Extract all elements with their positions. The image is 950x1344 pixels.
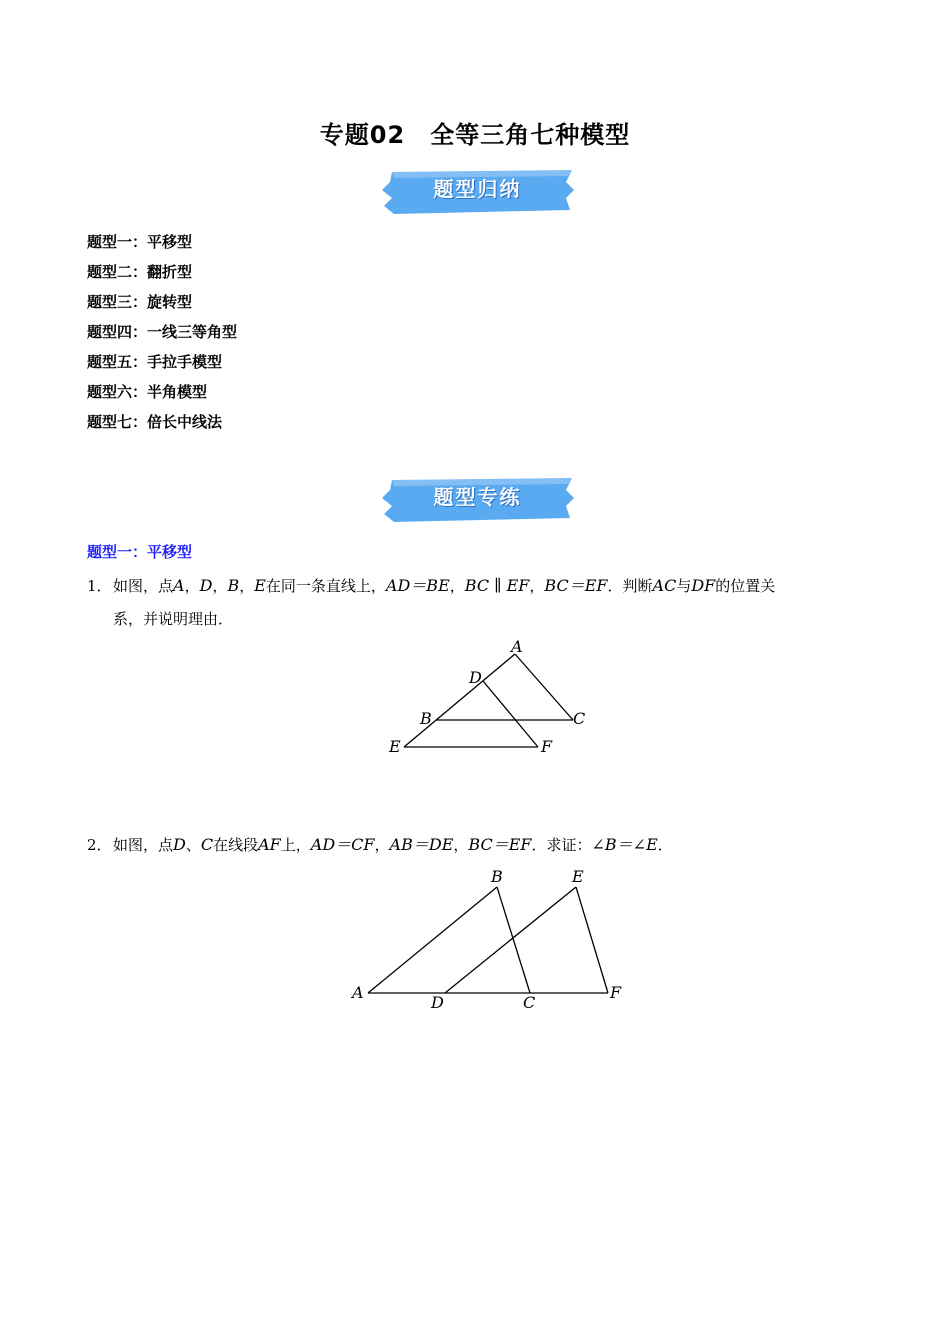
problem-1-line-1	[87, 569, 775, 603]
figure-label: D	[469, 668, 482, 687]
problem-text: ．	[657, 836, 673, 854]
page-title: 专题02 全等三角七种模型	[319, 121, 631, 149]
math-expression: BC ∥ EF	[464, 576, 530, 595]
problem-2-line-1	[87, 828, 673, 862]
type-list-item: 题型五：手拉手模型	[87, 353, 223, 371]
problem-text: ，	[239, 577, 255, 595]
math-expression: AF	[258, 835, 281, 854]
math-var: C	[200, 835, 214, 854]
type-list-item: 题型二：翻折型	[87, 263, 193, 281]
problem-text: ，	[184, 577, 200, 595]
problem-text: ，	[212, 577, 228, 595]
problem-text: 在同一条直线上，	[265, 577, 386, 595]
math-expression: BC＝EF	[468, 835, 532, 854]
figure-label: F	[541, 737, 553, 756]
problem-text: ，	[374, 836, 390, 854]
math-expression: AC	[652, 576, 677, 595]
problem-2	[87, 828, 673, 862]
type-list-item: 题型七：倍长中线法	[87, 413, 223, 431]
figure-label: C	[573, 709, 586, 728]
problem-number: 2．	[87, 836, 112, 854]
type-list-item: 题型六：半角模型	[87, 383, 208, 401]
practice-banner-label: 题型专练	[433, 485, 522, 509]
figure-label: E	[389, 737, 401, 756]
figure-label: A	[511, 637, 523, 656]
type-list-item: 题型四：一线三等角型	[87, 323, 238, 341]
figure-label: F	[610, 983, 622, 1002]
math-expression: AD＝BE	[385, 576, 450, 595]
problem-1-line-2: 系，并说明理由．	[113, 610, 234, 628]
figure-label: A	[352, 983, 364, 1002]
problem-text: 的位置关	[715, 577, 776, 595]
math-var: A	[173, 576, 185, 595]
figure-label: D	[431, 993, 444, 1012]
problem-number: 1．	[87, 577, 112, 595]
math-var: E	[254, 576, 266, 595]
problem-text: 如图，点	[113, 577, 174, 595]
problem-text: 与	[676, 577, 692, 595]
summary-banner	[380, 168, 575, 218]
problem-text: ，	[449, 577, 465, 595]
problem-text: ．判断	[607, 577, 653, 595]
math-expression: BC＝EF	[544, 576, 608, 595]
problem-text: ．求证：	[531, 836, 592, 854]
math-expression: AD＝CF	[310, 835, 375, 854]
figure-1-triangles	[380, 632, 600, 762]
math-var: B	[227, 576, 240, 595]
problem-text: 、	[185, 836, 201, 854]
figure-label: C	[523, 993, 536, 1012]
math-var: D	[199, 576, 213, 595]
figure-label: B	[420, 709, 432, 728]
problem-text: 上，	[280, 836, 311, 854]
type-list-item: 题型三：旋转型	[87, 293, 193, 311]
math-expression: AB＝DE	[389, 835, 454, 854]
math-var: D	[173, 835, 186, 854]
figure-2-triangles	[345, 862, 635, 1017]
type-list	[87, 230, 237, 440]
math-expression: DF	[691, 576, 716, 595]
problem-text: 在线段	[213, 836, 259, 854]
figure-label: B	[491, 867, 503, 886]
math-expression: ∠B＝∠E	[591, 835, 658, 854]
section-heading-translation: 题型一：平移型	[87, 543, 193, 561]
type-list-item: 题型一：平移型	[87, 233, 193, 251]
problem-1	[87, 569, 775, 636]
figure-label: E	[572, 867, 584, 886]
practice-banner	[380, 476, 575, 526]
problem-text: ，	[529, 577, 545, 595]
summary-banner-label: 题型归纳	[433, 177, 522, 201]
problem-text: ，	[453, 836, 469, 854]
problem-text: 如图，点	[113, 836, 174, 854]
